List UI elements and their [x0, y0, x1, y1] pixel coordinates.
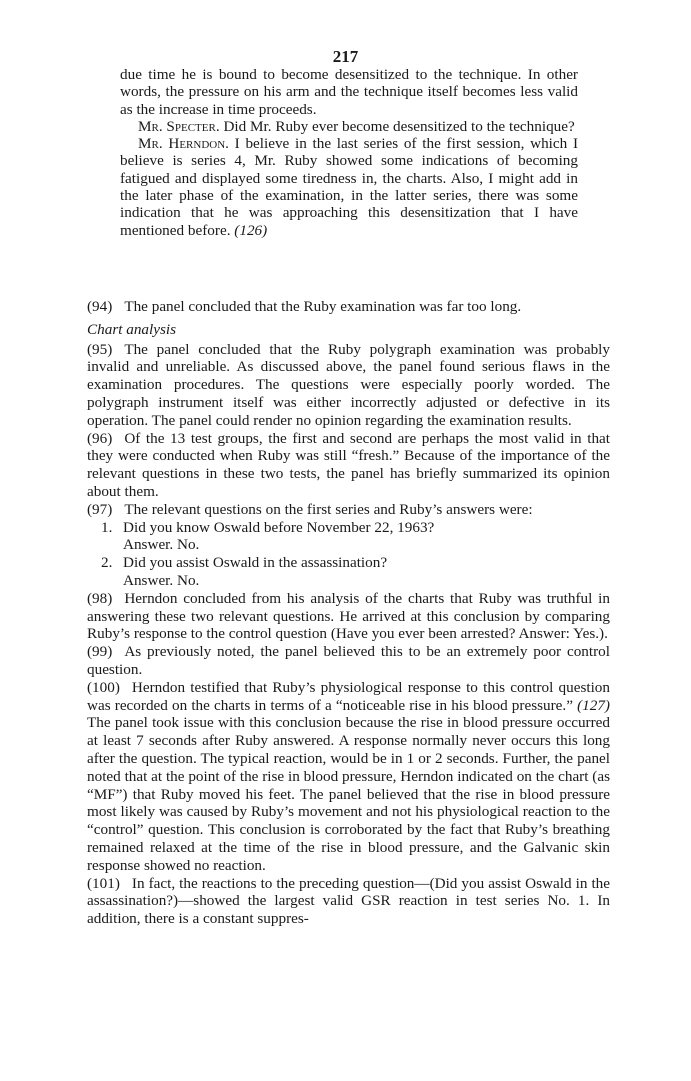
paragraph-number: (95) — [87, 340, 113, 358]
paragraph-94 — [87, 298, 610, 316]
citation: (127) — [577, 696, 610, 714]
paragraph-text: In fact, the reactions to the preceding question—(Did you assist Oswald in the assassination?)—showed the largest valid GSR reaction in test series No. 1. In addition, there is a constant suppres- — [87, 874, 610, 928]
quote-exchange-specter — [120, 118, 578, 135]
paragraph-101 — [87, 875, 610, 928]
paragraph-text-continued: The panel took issue with this conclusion because the rise in blood pressure occurred at least 7 seconds after Ruby answered. A response normally never occurs this long after the question. The typical reaction, would be in 1 or 2 seconds. Further, the panel noted that at the point of the rise in blood pressure, Herndon indicated on the chart (as “MF”) that Ruby moved his feet. The panel believed that the rise in blood pressure most likely was caused by Ruby’s movement and not his physiological reaction to the “control” question. This conclusion is corroborated by the fact that Ruby’s breathing remained relaxed at the time of the rise in blood pressure, and the Galvanic skin response showed no reaction. — [87, 714, 610, 874]
paragraph-text: The panel concluded that the Ruby polygraph examination was probably invalid and unreliable. As discussed above, the panel found serious flaws in the examination procedures. The questions were especially poorly worded. The polygraph instrument itself was either incorrectly adjusted or defective in its operation. The panel could render no opinion regarding the examination results. — [87, 340, 610, 429]
paragraph-number: (101) — [87, 874, 120, 892]
question-text: Did you assist Oswald in the assassination? — [123, 554, 388, 572]
citation: (126) — [234, 221, 268, 239]
paragraph-95 — [87, 341, 610, 430]
paragraph-text: The relevant questions on the first series and Ruby’s answers were: — [124, 500, 533, 518]
speech-text: Did Mr. Ruby ever become desensitized to the technique? — [219, 117, 575, 135]
question-list — [87, 519, 610, 590]
section-heading: Chart analysis — [87, 320, 177, 338]
paragraph-text: Herndon concluded from his analysis of the charts that Ruby was truthful in answering these two relevant questions. He arrived at this conclusion by comparing Ruby’s response to the control question (Have you ever been arrested? Answer: Yes.). — [87, 589, 610, 643]
question-item — [87, 554, 610, 590]
answer-text: Answer. No. — [123, 571, 200, 589]
page-number: 217 — [332, 47, 359, 66]
paragraph-text: Herndon testified that Ruby’s physiological response to this control question was recorded on the charts in terms of a “noticeable rise in his blood pressure.” — [87, 678, 610, 714]
question-number: 2. — [101, 554, 113, 572]
question-item — [87, 519, 610, 555]
paragraph-number: (100) — [87, 678, 120, 696]
paragraph-number: (97) — [87, 500, 113, 518]
question-text: Did you know Oswald before November 22, 1963? — [123, 518, 435, 536]
paragraph-number: (94) — [87, 298, 113, 315]
paragraph-number: (99) — [87, 643, 113, 661]
paragraph-97 — [87, 501, 610, 519]
paragraph-text: Of the 13 test groups, the first and second are perhaps the most valid in that they were conducted when Ruby was still “fresh.” Because of the importance of the relevant questions in these two tests, the panel has briefly summarized its opinion about them. — [87, 429, 610, 500]
quote-exchange-herndon — [120, 135, 578, 239]
speech-text: I believe in the last series of the first session, which I believe is series 4, Mr. Ruby showed some indications of becoming fatigued and displayed some tiredness in, the charts. Also, I might add in the later phase of the examination, in the latter series, there was some indication that he was approaching this desensitization that I have mentioned before. — [120, 135, 578, 239]
answer-text: Answer. No. — [123, 536, 200, 554]
paragraph-100 — [87, 679, 610, 875]
report-body — [87, 298, 610, 928]
paragraph-98 — [87, 590, 610, 643]
testimony-quote — [120, 66, 578, 239]
speaker-name: Mr. Herndon. — [138, 135, 229, 153]
paragraph-number: (96) — [87, 429, 113, 447]
paragraph-text: As previously noted, the panel believed this to be an extremely poor control question. — [87, 643, 610, 678]
paragraph-99 — [87, 643, 610, 679]
paragraph-number: (98) — [87, 589, 113, 607]
paragraph-96 — [87, 430, 610, 501]
question-number: 1. — [101, 518, 113, 536]
quote-continuation: due time he is bound to become desensitized to the technique. In other words, the pressure on his arm and the technique itself becomes less valid as the increase in time proceeds. — [120, 66, 578, 118]
speaker-name: Mr. Specter. — [138, 117, 220, 135]
paragraph-text: The panel concluded that the Ruby examination was far too long. — [124, 298, 522, 315]
